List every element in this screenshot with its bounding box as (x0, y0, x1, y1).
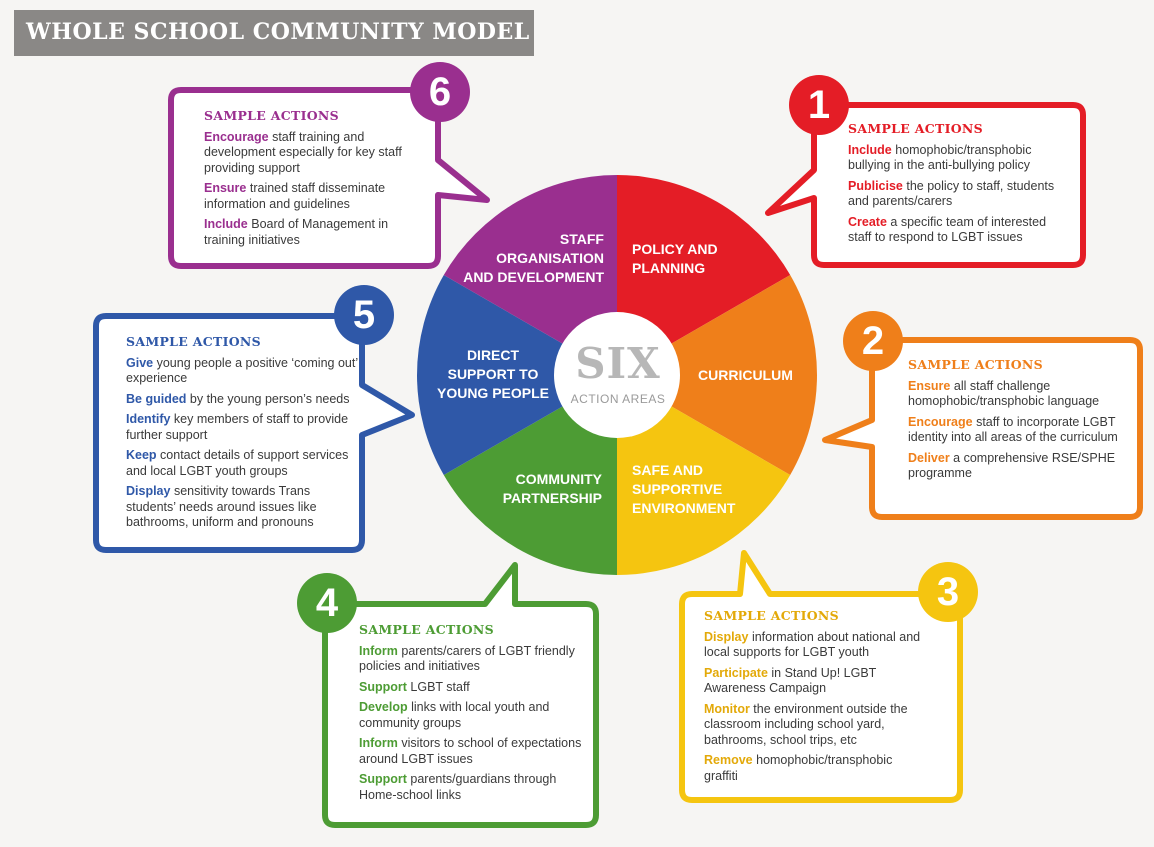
action-item: Display information about national and local supports for LGBT youth (704, 629, 921, 659)
actions-card-3 (704, 608, 926, 789)
action-item: Be guided by the young person’s needs (126, 391, 350, 406)
action-item: Give young people a positive ‘coming out’ experience (126, 355, 358, 385)
actions-card-5 (126, 334, 358, 536)
action-item: Display sensitivity towards Trans students’ needs around issues like bathrooms, uniform and pronouns (126, 484, 317, 529)
segment-label-6: STAFF ORGANISATION AND DEVELOPMENT (463, 231, 604, 285)
actions-card-2 (908, 357, 1123, 487)
action-item: Include homophobic/transphobic bullying in the anti-bullying policy (848, 142, 1032, 172)
actions-heading: SAMPLE ACTIONS (204, 108, 339, 123)
action-item: Ensure all staff challenge homophobic/transphobic language (908, 378, 1100, 408)
actions-card-1 (848, 121, 1063, 251)
actions-heading: SAMPLE ACTIONS (126, 334, 261, 349)
area-number-2: 2 (861, 319, 885, 363)
action-item: Participate in Stand Up! LGBT Awareness Campaign (704, 665, 877, 695)
action-item: Ensure trained staff disseminate information and guidelines (204, 181, 386, 211)
action-item: Remove homophobic/transphobic graffiti (704, 753, 893, 783)
action-item: Include Board of Management in training initiatives (204, 217, 389, 247)
area-number-1: 1 (807, 83, 831, 127)
actions-heading: SAMPLE ACTIONS (359, 622, 494, 637)
area-number-3: 3 (936, 570, 960, 614)
actions-card-4 (359, 622, 587, 808)
area-number-5: 5 (352, 293, 376, 337)
segment-label-1: POLICY AND PLANNING (632, 241, 718, 276)
actions-heading: SAMPLE ACTIONS (848, 121, 983, 136)
actions-card-6 (204, 108, 424, 253)
segment-label-2: CURRICULUM (698, 367, 793, 383)
actions-heading: SAMPLE ACTIONS (908, 357, 1043, 372)
action-item: Keep contact details of support services and local LGBT youth groups (126, 448, 349, 478)
action-item: Inform parents/carers of LGBT friendly policies and initiatives (359, 643, 575, 673)
center-subtitle: ACTION AREAS (570, 392, 666, 406)
action-item: Deliver a comprehensive RSE/SPHE programme (908, 450, 1116, 480)
action-item: Encourage staff to incorporate LGBT identity into all areas of the curriculum (908, 414, 1118, 444)
action-item: Develop links with local youth and community groups (359, 700, 550, 730)
action-item: Monitor the environment outside the classroom including school yard, bathrooms, school trips, etc (704, 701, 908, 747)
page-title: WHOLE SCHOOL COMMUNITY MODEL (26, 19, 530, 45)
action-item: Identify key members of staff to provide further support (126, 412, 349, 442)
action-item: Support LGBT staff (359, 679, 470, 694)
action-item: Support parents/guardians through Home-school links (359, 772, 557, 802)
segment-label-5: DIRECT SUPPORT TO YOUNG PEOPLE (436, 347, 550, 401)
area-number-6: 6 (428, 70, 452, 114)
action-item: Inform visitors to school of expectations around LGBT issues (359, 736, 582, 766)
segment-label-3: SAFE AND SUPPORTIVE ENVIRONMENT (632, 462, 736, 516)
area-number-4: 4 (315, 581, 339, 625)
segment-label-4: COMMUNITY PARTNERSHIP (502, 471, 602, 506)
actions-heading: SAMPLE ACTIONS (704, 608, 839, 623)
action-item: Create a specific team of interested staff to respond to LGBT issues (848, 214, 1047, 244)
action-item: Encourage staff training and development especially for key staff providing support (204, 129, 402, 175)
action-item: Publicise the policy to staff, students and parents/carers (848, 178, 1055, 208)
center-title: SIX (575, 339, 661, 388)
